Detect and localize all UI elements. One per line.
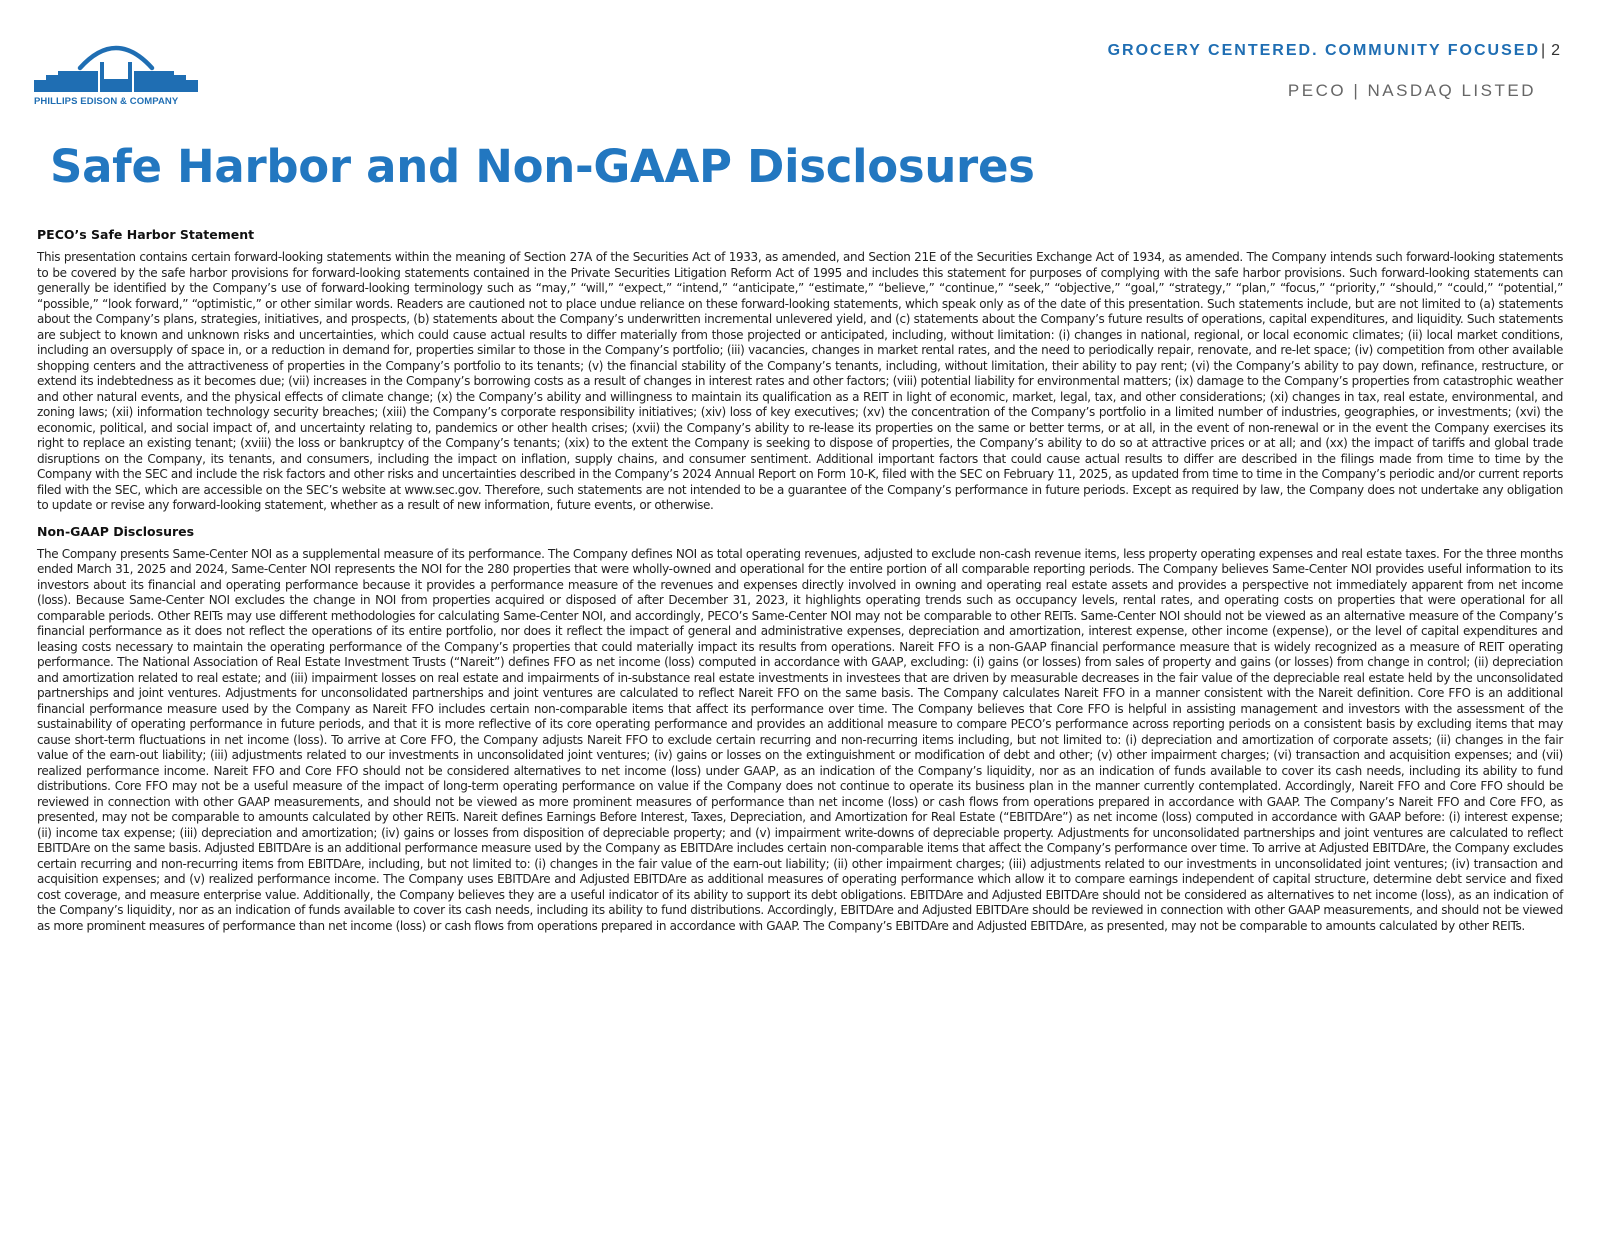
safe-harbor-section	[37, 227, 1563, 514]
tagline: GROCERY CENTERED. COMMUNITY FOCUSED	[1107, 42, 1540, 59]
page-number: 2	[1551, 42, 1560, 59]
company-logo	[34, 42, 204, 107]
section-heading: PECO’s Safe Harbor Statement	[37, 227, 255, 242]
building-skyline-icon	[34, 42, 198, 94]
disclosure-content	[37, 227, 1563, 944]
listing-label: PECO | NASDAQ LISTED	[1287, 81, 1536, 100]
page-title: Safe Harbor and Non-GAAP Disclosures	[50, 140, 1035, 193]
header-tagline-block	[1108, 40, 1540, 60]
section-body: The Company presents Same-Center NOI as a supplemental measure of its performance. The Company defines NOI as total operating revenues, adjusted to exclude non-cash revenue items, less property operating expenses and real estate taxes. For the three months ended March 31, 2025 and 2024, Same-Center NOI represents the NOI for the 280 properties that were wholly-owned and operational for the entire portion of all comparable reporting periods. The Company believes Same-Center NOI provides useful information to its investors about its financial and operating performance because it provides a performance measure of the revenues and expenses directly involved in owning and operating real estate assets and provides a perspective not immediately apparent from net income (loss). Because Same-Center NOI excludes the change in NOI from properties acquired or disposed of after December 31, 2023, it highlights operating trends such as occupancy levels, rental rates, and operating costs on properties that were operational for all comparable periods. Other REITs may use different methodologies for calculating Same-Center NOI, and accordingly, PECO’s Same-Center NOI may not be comparable to other REITs. Same-Center NOI should not be viewed as an alternative measure of the Company’s financial performance as it does not reflect the operations of its entire portfolio, nor does it reflect the impact of general and administrative expenses, depreciation and amortization, interest expense, other income (expense), or the level of capital expenditures and leasing costs necessary to maintain the operating performance of the Company’s properties that could materially impact its results from operations. Nareit FFO is a non-GAAP financial performance measure that is widely recognized as a measure of REIT operating performance. The National Association of Real Estate Investment Trusts (“Nareit”) defines FFO as net income (loss) computed in accordance with GAAP, excluding: (i) gains (or losses) from sales of property and gains (or losses) from change in control; (ii) depreciation and amortization related to real estate; and (iii) impairment losses on real estate and impairments of in-substance real estate investments in investees that are driven by measurable decreases in the fair value of the depreciable real estate held by the unconsolidated partnerships and joint ventures. Adjustments for unconsolidated partnerships and joint ventures are calculated to reflect Nareit FFO on the same basis. The Company calculates Nareit FFO in a manner consistent with the Nareit definition. Core FFO is an additional financial performance measure used by the Company as Nareit FFO includes certain non-comparable items that affect its performance over time. The Company believes that Core FFO is helpful in assisting management and investors with the assessment of the sustainability of operating performance in future periods, and that it is more reflective of its core operating performance and provides an additional measure to compare PECO’s performance across reporting periods on a consistent basis by excluding items that may cause short-term fluctuations in net income (loss). To arrive at Core FFO, the Company adjusts Nareit FFO to exclude certain recurring and non-recurring items including, but not limited to: (i) depreciation and amortization of corporate assets; (ii) changes in the fair value of the earn-out liability; (iii) adjustments related to our investments in unconsolidated joint ventures; (iv) gains or losses on the extinguishment or modification of debt and other; (v) other impairment charges; (vi) transaction and acquisition expenses; and (vii) realized performance income. Nareit FFO and Core FFO should not be considered alternatives to net income (loss) under GAAP, as an indication of the Company’s liquidity, nor as an indication of funds available to cover its cash needs, including its ability to fund distributions. Core FFO may not be a useful measure of the impact of long-term operating performance on value if the Company does not continue to operate its business plan in the manner currently contemplated. Accordingly, Nareit FFO and Core FFO should be reviewed in connection with other GAAP measurements, and should not be viewed as more prominent measures of performance than net income (loss) or cash flows from operations prepared in accordance with GAAP. The Company’s Nareit FFO and Core FFO, as presented, may not be comparable to amounts calculated by other REITs. Nareit defines Earnings Before Interest, Taxes, Depreciation, and Amortization for Real Estate (“EBITDAre”) as net income (loss) computed in accordance with GAAP before: (i) interest expense; (ii) income tax expense; (iii) depreciation and amortization; (iv) gains or losses from disposition of depreciable property; and (v) impairment write-downs of depreciable property. Adjustments for unconsolidated partnerships and joint ventures are calculated to reflect EBITDAre on the same basis. Adjusted EBITDAre is an additional performance measure used by the Company as EBITDAre includes certain non-comparable items that affect the Company’s performance over time. To arrive at Adjusted EBITDAre, the Company excludes certain recurring and non-recurring items from EBITDAre, including, but not limited to: (i) changes in the fair value of the earn-out liability; (ii) other impairment charges; (iii) adjustments related to our investments in unconsolidated joint ventures; (iv) transaction and acquisition expenses; and (v) realized performance income. The Company uses EBITDAre and Adjusted EBITDAre as additional measures of operating performance which allow it to compare earnings independent of capital structure, determine debt service and fixed cost coverage, and measure enterprise value. Additionally, the Company believes they are a useful indicator of its ability to support its debt obligations. EBITDAre and Adjusted EBITDAre should not be considered as alternatives to net income (loss), as an indication of the Company’s liquidity, nor as an indication of funds available to cover its cash needs, including its ability to fund distributions. Accordingly, EBITDAre and Adjusted EBITDAre should be reviewed in connection with other GAAP measurements, and should not be viewed as more prominent measures of performance than net income (loss) or cash flows from operations prepared in accordance with GAAP. The Company’s EBITDAre and Adjusted EBITDAre, as presented, may not be comparable to amounts calculated by other REITs.	[37, 546, 1563, 933]
page-separator: |	[1540, 42, 1546, 59]
section-heading: Non-GAAP Disclosures	[37, 523, 195, 539]
page-number-block	[1533, 42, 1560, 60]
non-gaap-section	[37, 524, 1563, 935]
section-body: This presentation contains certain forward-looking statements within the meaning of Section 27A of the Securities Act of 1933, as amended, and Section 21E of the Securities Exchange Act of 1934, as amended. The Company intends such forward-looking statements to be covered by the safe harbor provisions for forward-looking statements contained in the Private Securities Litigation Reform Act of 1995 and includes this statement for purposes of complying with the safe harbor provisions. Such forward-looking statements can generally be identified by the Company’s use of forward-looking terminology such as “may,” “will,” “expect,” “intend,” “anticipate,” “estimate,” “believe,” “continue,” “seek,” “objective,” “goal,” “strategy,” “plan,” “focus,” “priority,” “should,” “could,” “potential,” “possible,” “look forward,” “optimistic,” or other similar words. Readers are cautioned not to place undue reliance on these forward-looking statements, which speak only as of the date of this presentation. Such statements include, but are not limited to (a) statements about the Company’s plans, strategies, initiatives, and prospects, (b) statements about the Company’s underwritten incremental unlevered yield, and (c) statements about the Company’s future results of operations, capital expenditures, and liquidity. Such statements are subject to known and unknown risks and uncertainties, which could cause actual results to differ materially from those projected or anticipated, including, without limitation: (i) changes in national, regional, or local economic climates; (ii) local market conditions, including an oversupply of space in, or a reduction in demand for, properties similar to those in the Company’s portfolio; (iii) vacancies, changes in market rental rates, and the need to periodically repair, renovate, and re-let space; (iv) competition from other available shopping centers and the attractiveness of properties in the Company’s portfolio to its tenants; (v) the financial stability of the Company’s tenants, including, without limitation, their ability to pay rent; (vi) the Company’s ability to pay down, refinance, restructure, or extend its indebtedness as it becomes due; (vii) increases in the Company’s borrowing costs as a result of changes in interest rates and other factors; (viii) potential liability for environmental matters; (ix) damage to the Company’s properties from catastrophic weather and other natural events, and the physical effects of climate change; (x) the Company’s ability and willingness to maintain its qualification as a REIT in light of economic, market, legal, tax, and other considerations; (xi) changes in tax, real estate, environmental, and zoning laws; (xii) information technology security breaches; (xiii) the Company’s corporate responsibility initiatives; (xiv) loss of key executives; (xv) the concentration of the Company’s portfolio in a limited number of industries, geographies, or investments; (xvi) the economic, political, and social impact of, and uncertainty relating to, pandemics or other health crises; (xvii) the Company’s ability to re-lease its properties on the same or better terms, or at all, in the event of non-renewal or in the event the Company exercises its right to replace an existing tenant; (xviii) the loss or bankruptcy of the Company’s tenants; (xix) to the extent the Company is seeking to dispose of properties, the Company’s ability to do so at attractive prices or at all; and (xx) the impact of tariffs and global trade disruptions on the Company, its tenants, and consumers, including the impact on inflation, supply chains, and consumer sentiment. Additional important factors that could cause actual results to differ are described in the filings made from time to time by the Company with the SEC and include the risk factors and other risks and uncertainties described in the Company’s 2024 Annual Report on Form 10-K, filed with the SEC on February 11, 2025, as updated from time to time in the Company’s periodic and/or current reports filed with the SEC, which are accessible on the SEC’s website at www.sec.gov. Therefore, such statements are not intended to be a guarantee of the Company’s performance in future periods. Except as required by law, the Company does not undertake any obligation to update or revise any forward-looking statement, whether as a result of new information, future events, or otherwise.	[37, 250, 1563, 512]
logo-text: PHILLIPS EDISON & COMPANY	[34, 96, 179, 107]
